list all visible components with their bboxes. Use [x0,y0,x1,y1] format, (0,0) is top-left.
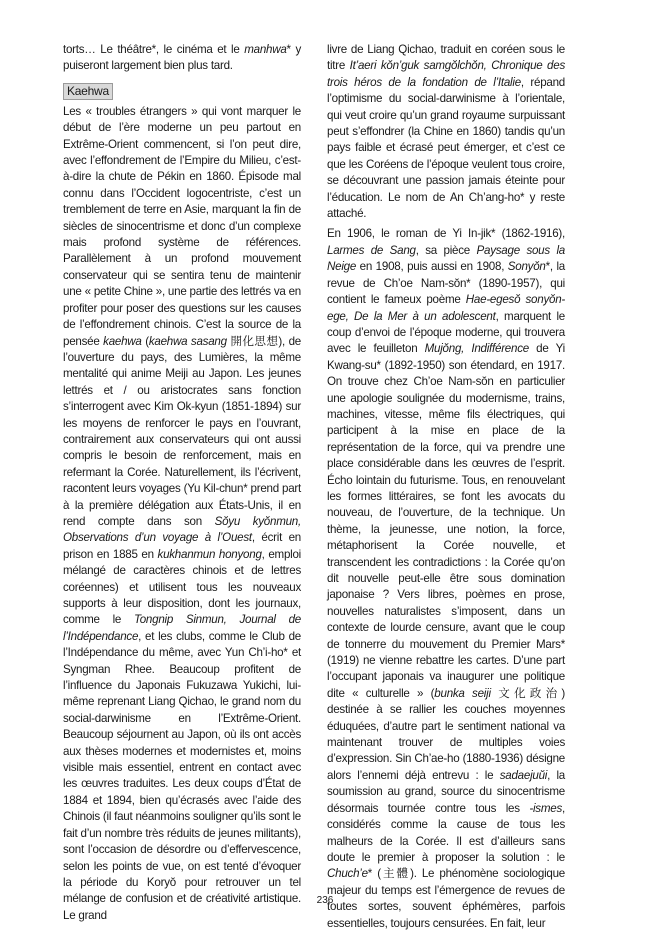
left-column [63,42,301,924]
right-column [327,42,565,932]
right-paragraph-1: livre de Liang Qichao, traduit en coréen sous le titre It’aeri kŏn’guk samgŏlchŏn, Chronique des trois héros de la fondation de l’Italie, répand l’optimisme du social-darwinisme à l’orientale, qui veut croire qu’un grand royaume surpuissant peut s’effondrer (la Chine en 1860) tandis qu’un pays faible et écrasé peut émerger, et c’est ce que les Coréens de l’époque veulent tous croire, se découvrant une passion jamais éteinte pour l’éducation. Le nom de An Ch’ang-ho* y reste attaché. [327,43,565,221]
page-number: 236 [316,895,334,906]
section-paragraph: Les « troubles étrangers » qui vont marquer le début de l’ère moderne un peu partout en Extrême-Orient commencent, si l’on peut dire, avec l’effondrement de l’Empire du Milieu, c’est-à-dire la chute de Pékin en 1860. Épisode mal connu dans l’Occident logocentriste, c’est un tremblement de terre en Asie, marquant la fin de siècles de sinocentrisme et donc d’un complexe mais profond système de références. Parallèlement à un profond mouvement conservateur qui se sentira tenu de maintenir une « petite Chine », une partie des lettrés va en profiter pour poser des questions sur les causes de l’effondrement chinois. C’est la source de la pensée kaehwa (kaehwa sasang 開化思想), de l’ouverture du pays, des Lumières, la même mentalité qui anime Meiji au Japon. Les jeunes lettrés et / ou aristocrates sans fonction s’interrogent avec Kim Ok-kyun (1851-1894) sur les moyens de renforcer le pays en l’ouvrant, contrairement aux conservateurs qui ont aussi compris le besoin de renforcement, mais en refermant la Corée. Naturellement, ils l’écrivent, racontent leurs voyages (Yu Kil-chun* prend part à la première délégation aux États-Unis, il en rend compte dans son Sŏyu kyŏnmun, Observations d’un voyage à l’Ouest, écrit en prison en 1885 en kukhanmun honyong, emploi mélangé de caractères chinois et de lettres coréennes) et utilisent tous les nouveaux supports à leur disposition, dont les journaux, comme le Tongnip Sinmun, Journal de l’Indépendance, et les clubs, comme le Club de l’Indépendance du même, avec Yun Ch’i-ho* et Syngman Rhee. Beaucoup profitent de l’influence du Japonais Fukuzawa Yukichi, lui-même reprenant Liang Qichao, le grand nom du social-darwinisme en l’Extrême-Orient. Beaucoup séjournent au Japon, où ils ont accès aux thèses modernes et modernistes et, moins visible mais essentiel, entrent en contact avec les œuvres traduites. Les deux coups d’État de 1884 et 1894, bien qu’écrasés avec l’aide des Chinois (il faut néanmoins souligner qu’ils sont le fait d’un nombre très réduits de jeunes militants), sont l’occasion de désordre ou d’effervescence, selon les points de vue, on est tenté d’évoquer la période du Koryŏ pour retrouver un tel mélange de confusion et de créativité artistique. Le grand [63,104,302,922]
section-heading: Kaehwa [63,83,113,100]
right-paragraph-2: En 1906, le roman de Yi In-jik* (1862-1916), Larmes de Sang, sa pièce Paysage sous la Neige en 1908, puis aussi en 1908, Sonyŏn*, la revue de Ch’oe Nam-sŏn* (1890-1957), qui contient le fameux poème Hae-egesŏ sonyŏn-ege, De la Mer à un adolescent, marquent le coup d’envoi de l’époque moderne, qui trouvera avec le feuilleton Mujŏng, Indifférence de Yi Kwang-su* (1892-1950) son étendard, en 1917. On trouve chez Ch’oe Nam-sŏn en particulier une apologie soulignée du modernisme, trains, machines, vitesse, même fils électriques, qui participent à la mise en place de la représentation de la force, qui va prendre une place considérable dans les œuvres de l’esprit. Écho lointain du futurisme. Tous, en renouvelant les formes littéraires, se font les avocats du nouveau, de l’ouverture, de la technique. Un thème, la jeunesse, une notion, la force, métaphorisent la Corée nouvelle, et transcendent les contradictions : la Corée qu’on dit nouvelle peut-elle être sous domination japonaise ? Vers libres, poèmes en prose, nouvelles naturalistes s’imposent, dans un contexte de lourde censure, avant que le coup de tonnerre du mouvement du Premier Mars* (1919) ne vienne rebattre les cartes. D’une part l’occupant japonais va inaugurer une politique dite « culturelle » (bunka seiji 文化政治) destinée à se rallier les couches moyennes éduquées, d’autre part le sentiment national va maintenant trouver de multiples voies d’expression. Sin Ch’ae-ho (1880-1936) désigne alors l’ennemi déjà entrevu : le sadaejuŭi, la soumission au grand, source du sinocentrisme désormais tournée contre tous les -ismes, considérés comme la cause de tous les malheurs de la Corée. Il est d’ailleurs sans doute le premier à proposer la solution : le Chuch’e* (主體). Le phénomène sociologique majeur du temps est l’émergence de revues de toutes sortes, souvent éphémères, parfois essentielles, toujours censurées. En fait, leur [327,227,566,930]
intro-paragraph: torts… Le théâtre*, le cinéma et le manhwa* y puiseront largement bien plus tard. [63,43,301,73]
